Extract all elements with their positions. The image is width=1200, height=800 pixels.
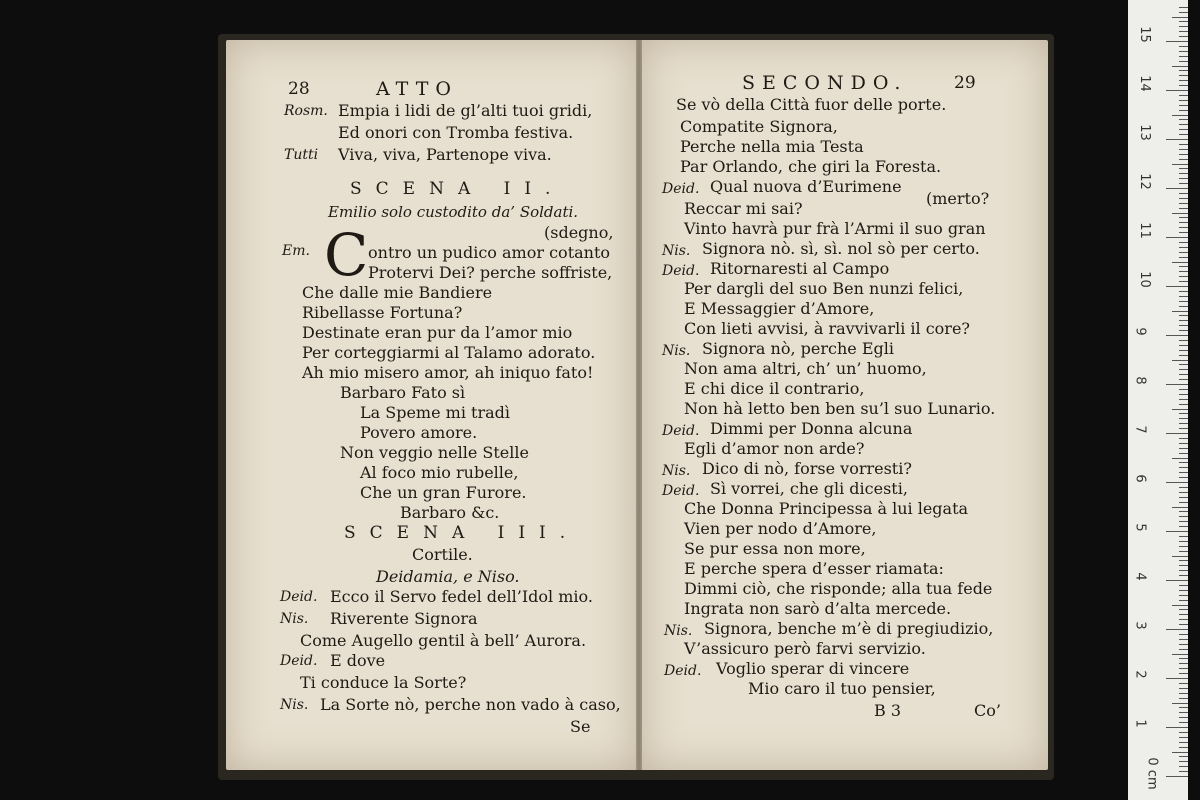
verse-line: Barbaro &c.	[400, 503, 500, 522]
ruler-tick	[1179, 330, 1188, 331]
left-page	[226, 40, 636, 770]
verse-line: Reccar mi sai?	[684, 199, 803, 218]
ruler-tick	[1179, 306, 1188, 307]
verse-line: Che dalle mie Bandiere	[302, 283, 493, 302]
speaker-label: Tutti	[284, 147, 319, 163]
ruler-tick	[1179, 712, 1188, 713]
ruler-tick	[1179, 683, 1188, 684]
ruler-tick	[1179, 85, 1188, 86]
verse-line: Destinate eran pur da l’amor mio	[302, 323, 573, 342]
ruler-number: 8	[1132, 376, 1148, 385]
ruler-number: 15	[1136, 26, 1152, 43]
ruler-tick	[1179, 492, 1188, 493]
ruler-tick	[1179, 541, 1188, 542]
ruler-number: 9	[1132, 327, 1148, 336]
verse-line: Come Augello gentil à bell’ Aurora.	[300, 631, 587, 650]
ruler-tick	[1179, 325, 1188, 326]
verse-line: Che un gran Furore.	[360, 483, 527, 502]
ruler-tick	[1166, 188, 1188, 189]
ruler-tick	[1179, 693, 1188, 694]
verse-line: (sdegno,	[544, 223, 614, 242]
speaker-label: Deid.	[662, 263, 700, 279]
scene-heading: SCENA II.	[350, 179, 565, 199]
verse-line: Viva, viva, Partenope viva.	[338, 145, 552, 164]
ruler-tick	[1179, 737, 1188, 738]
verse-line: Ed onori con Tromba festiva.	[338, 123, 574, 142]
ruler-tick	[1179, 31, 1188, 32]
ruler-tick	[1172, 66, 1188, 67]
ruler-tick	[1179, 443, 1188, 444]
ruler-tick	[1172, 507, 1188, 508]
ruler-tick	[1179, 688, 1188, 689]
left-page-number: 28	[288, 79, 310, 99]
verse-line: Se pur essa non more,	[684, 539, 866, 558]
speaker-label: Nis.	[280, 697, 309, 713]
ruler-tick	[1179, 761, 1188, 762]
speaker-label: Deid.	[280, 653, 318, 669]
ruler-tick	[1179, 649, 1188, 650]
ruler-tick	[1179, 707, 1188, 708]
verse-line: Dimmi ciò, che risponde; alla tua fede	[684, 579, 993, 598]
ruler-tick	[1179, 203, 1188, 204]
ruler-tick	[1179, 364, 1188, 365]
verse-line: Vien per nodo d’Amore,	[684, 519, 877, 538]
ruler-tick	[1166, 286, 1188, 287]
ruler-tick	[1179, 624, 1188, 625]
verse-line: E dove	[330, 651, 386, 670]
ruler-tick	[1179, 771, 1188, 772]
ruler-tick	[1166, 139, 1188, 140]
ruler-tick	[1172, 262, 1188, 263]
verse-line: Non hà letto ben ben su’l suo Lunario.	[684, 399, 996, 418]
ruler-tick	[1179, 732, 1188, 733]
ruler-number: 5	[1132, 523, 1148, 532]
ruler-tick	[1179, 242, 1188, 243]
ruler-tick	[1179, 389, 1188, 390]
verse-line: ontro un pudico amor cotanto	[368, 243, 611, 262]
ruler-tick	[1179, 144, 1188, 145]
ruler-tick	[1179, 453, 1188, 454]
ruler-tick	[1172, 458, 1188, 459]
ruler-number: 10	[1136, 271, 1152, 288]
ruler-tick	[1179, 658, 1188, 659]
ruler-tick	[1172, 115, 1188, 116]
ruler-tick	[1172, 752, 1188, 753]
ruler-tick	[1179, 663, 1188, 664]
ruler-tick	[1179, 168, 1188, 169]
ruler-unit-label: 0 cm	[1144, 757, 1160, 790]
ruler-tick	[1179, 7, 1188, 8]
ruler-tick	[1179, 222, 1188, 223]
ruler-tick	[1172, 409, 1188, 410]
ruler-tick	[1179, 36, 1188, 37]
ruler-tick	[1179, 698, 1188, 699]
ruler-tick	[1179, 193, 1188, 194]
ruler-tick	[1179, 198, 1188, 199]
ruler-tick	[1172, 556, 1188, 557]
ruler-number: 4	[1132, 572, 1148, 581]
ruler-tick	[1179, 438, 1188, 439]
ruler-tick	[1179, 159, 1188, 160]
drop-cap: C	[324, 221, 369, 289]
ruler-tick	[1166, 335, 1188, 336]
ruler-number: 7	[1132, 425, 1148, 434]
verse-line: Egli d’amor non arde?	[684, 439, 865, 458]
speaker-label: Nis.	[662, 463, 691, 479]
verse-line: Non veggio nelle Stelle	[340, 443, 529, 462]
ruler-tick	[1179, 502, 1188, 503]
ruler-tick	[1179, 511, 1188, 512]
ruler-number: 11	[1136, 222, 1152, 239]
ruler-tick	[1179, 619, 1188, 620]
ruler-tick	[1179, 423, 1188, 424]
ruler-tick	[1172, 17, 1188, 18]
ruler-tick	[1179, 296, 1188, 297]
ruler-tick	[1179, 722, 1188, 723]
speaker-label: Nis.	[664, 623, 693, 639]
ruler-tick	[1172, 654, 1188, 655]
ruler-tick	[1179, 756, 1188, 757]
ruler-tick	[1166, 433, 1188, 434]
verse-line: Compatite Signora,	[680, 117, 838, 136]
ruler-tick	[1179, 340, 1188, 341]
ruler-tick	[1179, 56, 1188, 57]
verse-line: Protervi Dei? perche soffriste,	[368, 263, 613, 282]
ruler-tick	[1179, 404, 1188, 405]
open-book	[218, 34, 1054, 780]
ruler-tick	[1179, 257, 1188, 258]
ruler-tick	[1179, 301, 1188, 302]
ruler-tick	[1179, 183, 1188, 184]
ruler-tick	[1179, 315, 1188, 316]
speaker-label: Deid.	[662, 483, 700, 499]
ruler-tick	[1172, 311, 1188, 312]
verse-line: Vinto havrà pur frà l’Armi il suo gran	[684, 219, 986, 238]
verse-line: Par Orlando, che giri la Foresta.	[680, 157, 942, 176]
ruler-tick	[1179, 639, 1188, 640]
ruler-tick	[1179, 95, 1188, 96]
ruler-tick	[1179, 462, 1188, 463]
ruler-tick	[1179, 766, 1188, 767]
ruler-tick	[1179, 129, 1188, 130]
ruler-tick	[1179, 374, 1188, 375]
ruler-tick	[1179, 595, 1188, 596]
ruler-tick	[1179, 281, 1188, 282]
ruler-tick	[1179, 124, 1188, 125]
verse-line: Mio caro il tuo pensier,	[748, 679, 936, 698]
ruler-tick	[1172, 213, 1188, 214]
verse-line: Empia i lidi de gl’alti tuoi gridi,	[338, 101, 593, 120]
ruler-tick	[1179, 252, 1188, 253]
verse-line: Sì vorrei, che gli dicesti,	[710, 479, 908, 498]
ruler-tick	[1166, 90, 1188, 91]
verse-line: E Messaggier d’Amore,	[684, 299, 875, 318]
ruler-tick	[1179, 418, 1188, 419]
ruler-number: 6	[1132, 474, 1148, 483]
verse-line: Non ama altri, ch’ un’ huomo,	[684, 359, 927, 378]
ruler-tick	[1179, 227, 1188, 228]
ruler-tick	[1179, 644, 1188, 645]
ruler-tick	[1179, 51, 1188, 52]
ruler-tick	[1179, 575, 1188, 576]
ruler-tick	[1179, 747, 1188, 748]
ruler-tick	[1179, 477, 1188, 478]
verse-line: Che Donna Principessa à lui legata	[684, 499, 969, 518]
scene-heading: SCENA III.	[344, 523, 580, 543]
ruler-tick	[1179, 546, 1188, 547]
ruler-tick	[1179, 570, 1188, 571]
speaker-label: Deid.	[662, 423, 700, 439]
verse-line: Ingrata non sarò d’alta mercede.	[684, 599, 952, 618]
ruler-number: 12	[1136, 173, 1152, 190]
verse-line: Povero amore.	[360, 423, 478, 442]
verse-line: Ti conduce la Sorte?	[300, 673, 467, 692]
right-running-head: SECONDO.	[742, 72, 908, 94]
ruler-tick	[1179, 217, 1188, 218]
ruler-tick	[1179, 208, 1188, 209]
ruler-tick	[1179, 266, 1188, 267]
ruler-tick	[1172, 605, 1188, 606]
ruler-tick	[1179, 472, 1188, 473]
catchword: Se	[570, 717, 591, 736]
verse-line: Perche nella mia Testa	[680, 137, 864, 156]
ruler-tick	[1179, 394, 1188, 395]
verse-line: Ribellasse Fortuna?	[302, 303, 463, 322]
verse-line: La Speme mi tradì	[360, 403, 510, 422]
ruler-tick	[1179, 105, 1188, 106]
ruler-number: 1	[1132, 719, 1148, 728]
ruler-tick	[1179, 742, 1188, 743]
verse-line: Ritornaresti al Campo	[710, 259, 890, 278]
right-page	[642, 40, 1048, 770]
ruler-tick	[1166, 384, 1188, 385]
ruler-tick	[1179, 379, 1188, 380]
speaker-label: Deid.	[662, 181, 700, 197]
ruler-tick	[1166, 629, 1188, 630]
ruler-tick	[1179, 247, 1188, 248]
scene-location: Cortile.	[412, 545, 473, 564]
ruler-tick	[1179, 291, 1188, 292]
verse-line: Barbaro Fato sì	[340, 383, 466, 402]
verse-line: V’assicuro però farvi servizio.	[684, 639, 926, 658]
verse-line: E perche spera d’esser riamata:	[684, 559, 944, 578]
ruler-number: 3	[1132, 621, 1148, 630]
ruler-tick	[1179, 154, 1188, 155]
ruler-tick	[1172, 164, 1188, 165]
ruler-tick	[1179, 668, 1188, 669]
ruler-tick	[1179, 516, 1188, 517]
ruler-tick	[1166, 41, 1188, 42]
ruler-tick	[1179, 467, 1188, 468]
ruler-tick	[1179, 61, 1188, 62]
speaker-label: Nis.	[662, 243, 691, 259]
ruler-tick	[1179, 560, 1188, 561]
ruler-tick	[1179, 320, 1188, 321]
ruler-tick	[1179, 271, 1188, 272]
verse-line: Per corteggiarmi al Talamo adorato.	[302, 343, 596, 362]
ruler-tick	[1172, 360, 1188, 361]
ruler-tick	[1179, 634, 1188, 635]
speaker-label: Nis.	[662, 343, 691, 359]
verse-line: (merto?	[926, 189, 990, 208]
ruler-tick	[1166, 580, 1188, 581]
ruler-tick	[1166, 678, 1188, 679]
verse-line: Signora nò. sì, sì. nol sò per certo.	[702, 239, 980, 258]
ruler-tick	[1179, 565, 1188, 566]
ruler-tick	[1179, 178, 1188, 179]
verse-line: Signora, benche m’è di pregiudizio,	[704, 619, 994, 638]
ruler-tick	[1179, 232, 1188, 233]
verse-line: Signora nò, perche Egli	[702, 339, 894, 358]
speaker-label: Deid.	[664, 663, 702, 679]
verse-line: Riverente Signora	[330, 609, 478, 628]
ruler-tick	[1179, 26, 1188, 27]
ruler-tick	[1179, 609, 1188, 610]
ruler-tick	[1179, 350, 1188, 351]
ruler-tick	[1179, 526, 1188, 527]
ruler-tick	[1179, 497, 1188, 498]
ruler-tick	[1179, 614, 1188, 615]
left-running-head: ATTO	[376, 78, 458, 100]
ruler-tick	[1179, 100, 1188, 101]
ruler-number: 13	[1136, 124, 1152, 141]
verse-line: Qual nuova d’Eurimene	[710, 177, 902, 196]
ruler-tick	[1166, 776, 1188, 777]
ruler-tick	[1179, 448, 1188, 449]
ruler-tick	[1179, 355, 1188, 356]
verse-line: Al foco mio rubelle,	[360, 463, 519, 482]
ruler-tick	[1179, 119, 1188, 120]
ruler-tick	[1166, 727, 1188, 728]
verse-line: Se vò della Città fuor delle porte.	[676, 95, 947, 114]
signature-mark: B 3	[874, 701, 902, 720]
ruler-tick	[1179, 551, 1188, 552]
ruler-tick	[1166, 531, 1188, 532]
speaker-label: Rosm.	[284, 103, 328, 119]
ruler-tick	[1179, 134, 1188, 135]
stage-direction: Deidamia, e Niso.	[376, 567, 520, 586]
right-page-number: 29	[954, 73, 976, 93]
ruler-tick	[1166, 482, 1188, 483]
ruler-tick	[1179, 673, 1188, 674]
verse-line: Ecco il Servo fedel dell’Idol mio.	[330, 587, 593, 606]
ruler-tick	[1179, 487, 1188, 488]
ruler-number: 2	[1132, 670, 1148, 679]
verse-line: Voglio sperar di vincere	[716, 659, 910, 678]
ruler-tick	[1179, 536, 1188, 537]
ruler-tick	[1179, 428, 1188, 429]
ruler-tick	[1179, 149, 1188, 150]
measuring-ruler	[1128, 0, 1188, 800]
ruler-tick	[1179, 70, 1188, 71]
ruler-tick	[1179, 585, 1188, 586]
ruler-tick	[1179, 276, 1188, 277]
ruler-tick	[1179, 12, 1188, 13]
ruler-tick	[1172, 703, 1188, 704]
speaker-label: Nis.	[280, 611, 309, 627]
ruler-number: 14	[1136, 75, 1152, 92]
verse-line: E chi dice il contrario,	[684, 379, 865, 398]
ruler-tick	[1179, 717, 1188, 718]
ruler-tick	[1179, 521, 1188, 522]
ruler-tick	[1179, 399, 1188, 400]
verse-line: Per dargli del suo Ben nunzi felici,	[684, 279, 964, 298]
ruler-tick	[1179, 110, 1188, 111]
ruler-tick	[1179, 75, 1188, 76]
ruler-tick	[1179, 369, 1188, 370]
ruler-tick	[1179, 80, 1188, 81]
ruler-tick	[1179, 345, 1188, 346]
verse-line: La Sorte nò, perche non vado à caso,	[320, 695, 621, 714]
verse-line: Dico di nò, forse vorresti?	[702, 459, 912, 478]
ruler-tick	[1179, 590, 1188, 591]
stage-direction: Emilio solo custodito da’ Soldati.	[328, 203, 579, 221]
catchword: Co’	[974, 701, 1001, 720]
verse-line: Con lieti avvisi, à ravvivarli il core?	[684, 319, 970, 338]
ruler-tick	[1179, 46, 1188, 47]
verse-line: Ah mio misero amor, ah iniquo fato!	[302, 363, 594, 382]
ruler-tick	[1179, 413, 1188, 414]
ruler-tick	[1166, 237, 1188, 238]
speaker-label: Em.	[282, 243, 310, 259]
ruler-tick	[1179, 21, 1188, 22]
ruler-tick	[1179, 173, 1188, 174]
speaker-label: Deid.	[280, 589, 318, 605]
verse-line: Dimmi per Donna alcuna	[710, 419, 913, 438]
ruler-tick	[1179, 600, 1188, 601]
